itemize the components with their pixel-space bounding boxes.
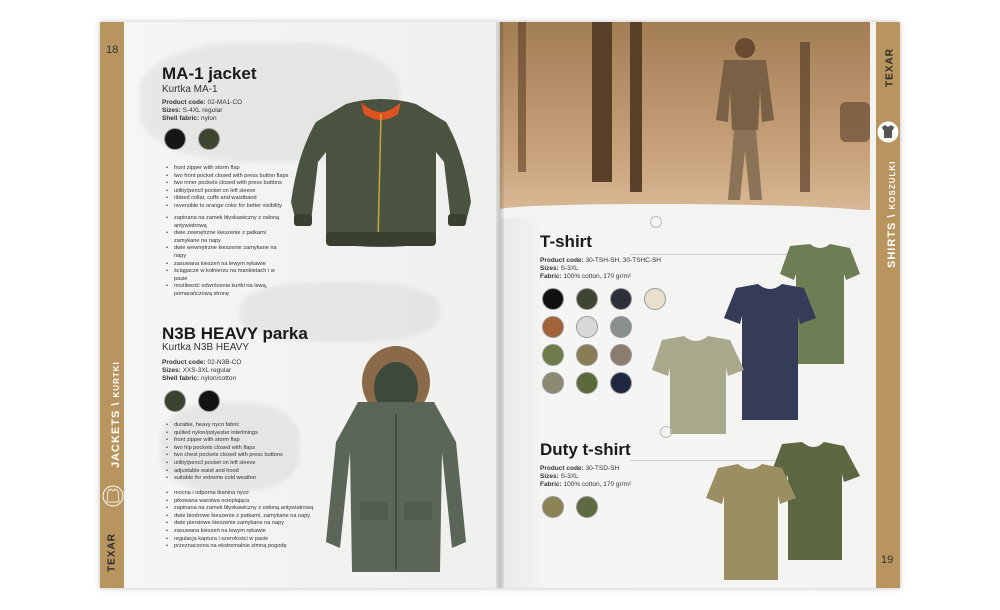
center-gutter	[496, 22, 504, 588]
spec-label: Fabric:	[540, 273, 562, 280]
shirt-icon	[876, 117, 900, 147]
section-label: JACKETS \ KURTKI	[110, 361, 122, 468]
spec-label: Product code:	[162, 99, 206, 106]
product-specs	[162, 359, 342, 383]
section-label-en: SHIRTS	[886, 221, 898, 268]
soldier-figure	[700, 30, 790, 210]
features-list-pl	[166, 215, 286, 299]
feature-item: • zapinana na zamek błyskawiczny z osłoną antywiatrową	[166, 505, 316, 513]
feature-item: • two inner pockets closed with press buttons	[166, 180, 296, 188]
feature-item: • utility/pencil pocket on left sleeve	[166, 460, 296, 468]
product-title: T-shirt	[540, 232, 592, 251]
color-swatch[interactable]	[576, 496, 598, 518]
left-page	[100, 22, 500, 588]
section-label-pl: KURTKI	[112, 361, 121, 398]
feature-item: • zasuwana kieszeń na lewym rękawie	[166, 528, 316, 536]
feature-item: • suitable for extreme cold weather	[166, 475, 296, 483]
color-swatch[interactable]	[198, 128, 220, 150]
color-swatch[interactable]	[576, 288, 598, 310]
page-number: 18	[106, 44, 119, 56]
color-swatch[interactable]	[610, 316, 632, 338]
brand-name: TEXAR	[884, 48, 896, 87]
ma1-jacket-image	[286, 92, 476, 252]
color-swatch[interactable]	[610, 344, 632, 366]
color-swatch[interactable]	[610, 372, 632, 394]
product-code: 30-TSH-SH, 30-TSHC-SH	[585, 257, 661, 264]
section-label-pl: KOSZULKI	[888, 160, 897, 210]
page-number: 19	[881, 554, 894, 566]
product-fabric: nylon	[201, 115, 217, 122]
color-swatch[interactable]	[542, 288, 564, 310]
brand-logo	[107, 523, 118, 583]
feature-item: • quilted nylon/polyester interlinings	[166, 430, 296, 438]
product-title: MA-1 jacket	[162, 64, 257, 83]
color-swatch[interactable]	[542, 316, 564, 338]
product-sizes: S-3XL	[560, 473, 579, 480]
feature-item: • durable, heavy nyco fabric	[166, 422, 296, 430]
color-swatch[interactable]	[198, 390, 220, 412]
feature-item: • reversible to orange color for better visibility	[166, 203, 296, 211]
feature-item: • front zipper with storm flap	[166, 437, 296, 445]
feature-item: • front zipper with storm flap	[166, 165, 296, 173]
feature-item: • two hip pockets closed with flaps	[166, 445, 296, 453]
feature-item: • zapinana na zamek błyskawiczny z osłoną antywiatrową	[166, 215, 286, 230]
brand-logo	[885, 38, 896, 98]
feature-item: • utility/pencil pocket on left sleeve	[166, 188, 296, 196]
color-swatch[interactable]	[576, 372, 598, 394]
tshirt-group-image	[640, 244, 860, 434]
spec-label: Shell fabric:	[162, 115, 200, 122]
product-subtitle: Kurtka MA-1	[162, 84, 218, 95]
feature-item: • możliwość odwrócenia kurtki na lewą, pomarańczową stronę	[166, 283, 286, 298]
tree-trunk	[630, 22, 642, 192]
feature-item: • przeznaczona na ekstremalnie zimną pogodę	[166, 543, 316, 551]
features-list-pl	[166, 490, 316, 551]
color-swatch[interactable]	[164, 128, 186, 150]
features-list-en	[166, 422, 296, 483]
tree-trunk	[518, 22, 526, 172]
color-swatch[interactable]	[576, 316, 598, 338]
feature-item: • dwie zewnętrzne kieszenie z patkami zamykane na napy	[166, 230, 286, 245]
feature-item: • zasuwana kieszeń na lewym rękawie	[166, 261, 286, 269]
product-sizes: S-3XL	[560, 265, 579, 272]
product-code: 02-MA1-CO	[207, 99, 243, 106]
catalog-spread	[100, 22, 900, 588]
feature-item: • mocna i odporna tkanina nyco	[166, 490, 316, 498]
color-swatch[interactable]	[610, 288, 632, 310]
product-title: Duty t-shirt	[540, 440, 631, 459]
product-code: 30-TSD-SH	[585, 465, 620, 472]
spec-label: Product code:	[162, 359, 206, 366]
product-code: 02-N3B-CO	[207, 359, 242, 366]
product-title: N3B HEAVY parka	[162, 324, 308, 343]
feature-item: • ribbed collar, cuffs and waistband	[166, 195, 296, 203]
decorative-crosshair	[660, 426, 672, 438]
lifestyle-photo	[500, 22, 870, 210]
feature-item: • dwie wewnętrzne kieszenie zamykane na napy	[166, 245, 286, 260]
jacket-icon	[102, 482, 124, 510]
feature-item: • two chest pockets closed with press buttons	[166, 452, 296, 460]
spec-label: Sizes:	[540, 265, 559, 272]
section-label-en: JACKETS	[110, 409, 122, 468]
spec-label: Sizes:	[540, 473, 559, 480]
product-sizes: S-4XL regular	[182, 107, 223, 114]
spec-label: Product code:	[540, 257, 584, 264]
product-fabric: 100% cotton, 170 gr/m²	[563, 273, 632, 280]
log-pile	[840, 102, 870, 142]
right-page	[500, 22, 900, 588]
section-label: SHIRTS \ KOSZULKI	[886, 160, 898, 268]
feature-item: • dwie biodrowe kieszenie z patkami, zamykane na napy	[166, 513, 316, 521]
features-list-en	[166, 165, 296, 211]
torn-edge	[500, 204, 870, 218]
duty-tshirt-group-image	[696, 442, 866, 582]
feature-item: • dwie piersiowe kieszenie zamykane na napy	[166, 520, 316, 528]
product-fabric: 100% cotton, 170 gr/m²	[563, 481, 632, 488]
color-swatch[interactable]	[542, 372, 564, 394]
spec-label: Sizes:	[162, 107, 181, 114]
spec-label: Sizes:	[162, 367, 181, 374]
tree-trunk	[800, 42, 810, 192]
spec-label: Shell fabric:	[162, 375, 200, 382]
feature-item: • ściągacze w kołnierzu na mankietach i w pasie	[166, 268, 286, 283]
feature-item: • two front pocket closed with press button flaps	[166, 173, 296, 181]
feature-item: • regulacja kaptura i szerokości w pasie	[166, 536, 316, 544]
n3b-parka-image	[316, 342, 476, 582]
color-swatch[interactable]	[164, 390, 186, 412]
feature-item: • pikowana warstwa ocieplająca	[166, 498, 316, 506]
product-subtitle: Kurtka N3B HEAVY	[162, 342, 250, 353]
spec-label: Product code:	[540, 465, 584, 472]
decorative-crosshair	[650, 216, 662, 228]
brand-name: TEXAR	[106, 533, 118, 572]
color-swatch[interactable]	[542, 496, 564, 518]
right-section-stripe	[876, 22, 900, 588]
color-swatch[interactable]	[576, 344, 598, 366]
product-fabric: nylon/cotton	[201, 375, 237, 382]
feature-item: • adjustable waist and hood	[166, 468, 296, 476]
spec-label: Fabric:	[540, 481, 562, 488]
product-sizes: XXS-3XL regular	[182, 367, 232, 374]
tree-trunk	[592, 22, 612, 182]
color-swatch[interactable]	[542, 344, 564, 366]
